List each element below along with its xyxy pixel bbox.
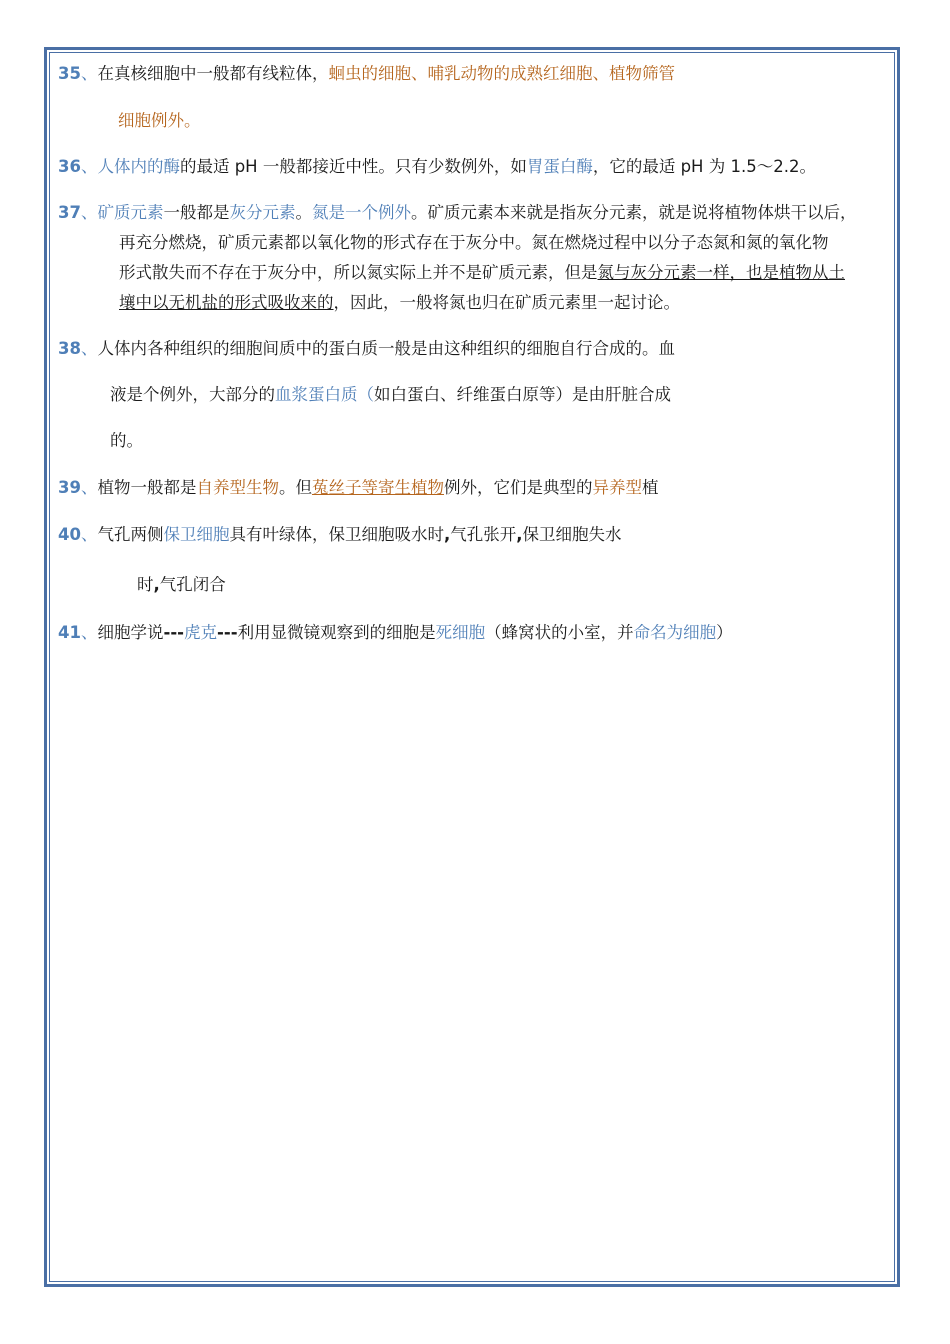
highlight-text: 细胞例外。 [118, 111, 201, 130]
item-40: 40、气孔两侧保卫细胞具有叶绿体，保卫细胞吸水时,气孔张开,保卫细胞失水 [58, 525, 622, 544]
item-41: 41、细胞学说---虎克---利用显微镜观察到的细胞是死细胞（蜂窝状的小室，并命名为细胞） [58, 623, 733, 642]
keyword: 灰分元素 [229, 203, 296, 222]
item-36: 36、人体内的酶的最适 pH 一般都接近中性。只有少数例外，如胃蛋白酶，它的最适 pH 为 1.5～2.2。 [58, 157, 816, 176]
item-38-line-2: 液是个例外，大部分的血浆蛋白质（如白蛋白、纤维蛋白原等）是由肝脏合成 [110, 385, 671, 404]
item-37-line-3: 形式散失而不存在于灰分中，所以氮实际上并不是矿质元素，但是氮与灰分元素一样，也是植物从土 [119, 263, 845, 282]
item-38-line-3: 的。 [110, 431, 143, 450]
item-number: 37 [58, 203, 81, 222]
item-number: 40 [58, 525, 81, 544]
keyword: 氮是一个例外 [311, 203, 411, 222]
underlined-text: 氮与灰分元素一样，也是植物从土 [597, 263, 845, 282]
keyword: 人体内的酶 [97, 157, 180, 176]
highlight-text: 菟丝子等寄生植物 [311, 478, 444, 497]
keyword: 虎克 [184, 623, 218, 642]
item-38: 38、人体内各种组织的细胞间质中的蛋白质一般是由这种组织的细胞自行合成的。血 [58, 339, 675, 358]
item-number: 36 [58, 157, 81, 176]
item-35-line-2 [118, 110, 201, 132]
highlight-text: 异养型 [592, 478, 642, 497]
item-number: 35 [58, 64, 81, 83]
item-number: 41 [58, 623, 81, 642]
item-39: 39、植物一般都是自养型生物。但菟丝子等寄生植物例外，它们是典型的异养型植 [58, 478, 659, 497]
keyword: 保卫细胞 [163, 525, 230, 544]
item-number: 38 [58, 339, 81, 358]
underlined-text: 壤中以无机盐的形式吸收来的 [119, 293, 334, 312]
keyword: 命名为细胞 [633, 623, 717, 642]
item-40-line-2: 时,气孔闭合 [137, 575, 226, 594]
item-number: 39 [58, 478, 81, 497]
item-37-line-4: 壤中以无机盐的形式吸收来的，因此，一般将氮也归在矿质元素里一起讨论。 [119, 293, 680, 312]
keyword: 矿质元素 [97, 203, 164, 222]
highlight-text: 自养型生物 [196, 478, 279, 497]
keyword: 血浆蛋白质（ [275, 385, 374, 404]
item-37-line-2: 再充分燃烧，矿质元素都以氧化物的形式存在于灰分中。氮在燃烧过程中以分子态氮和氮的氧化物 [119, 233, 829, 252]
highlight-text: 蛔虫的细胞、哺乳动物的成熟红细胞、植物筛管 [328, 64, 675, 83]
item-37: 37、矿质元素一般都是灰分元素。氮是一个例外。矿质元素本来就是指灰分元素，就是说将植物体烘干以后， [58, 203, 857, 222]
item-35: 35、在真核细胞中一般都有线粒体，蛔虫的细胞、哺乳动物的成熟红细胞、植物筛管 [58, 64, 675, 83]
keyword: 胃蛋白酶 [526, 157, 593, 176]
keyword: 死细胞 [435, 623, 486, 642]
